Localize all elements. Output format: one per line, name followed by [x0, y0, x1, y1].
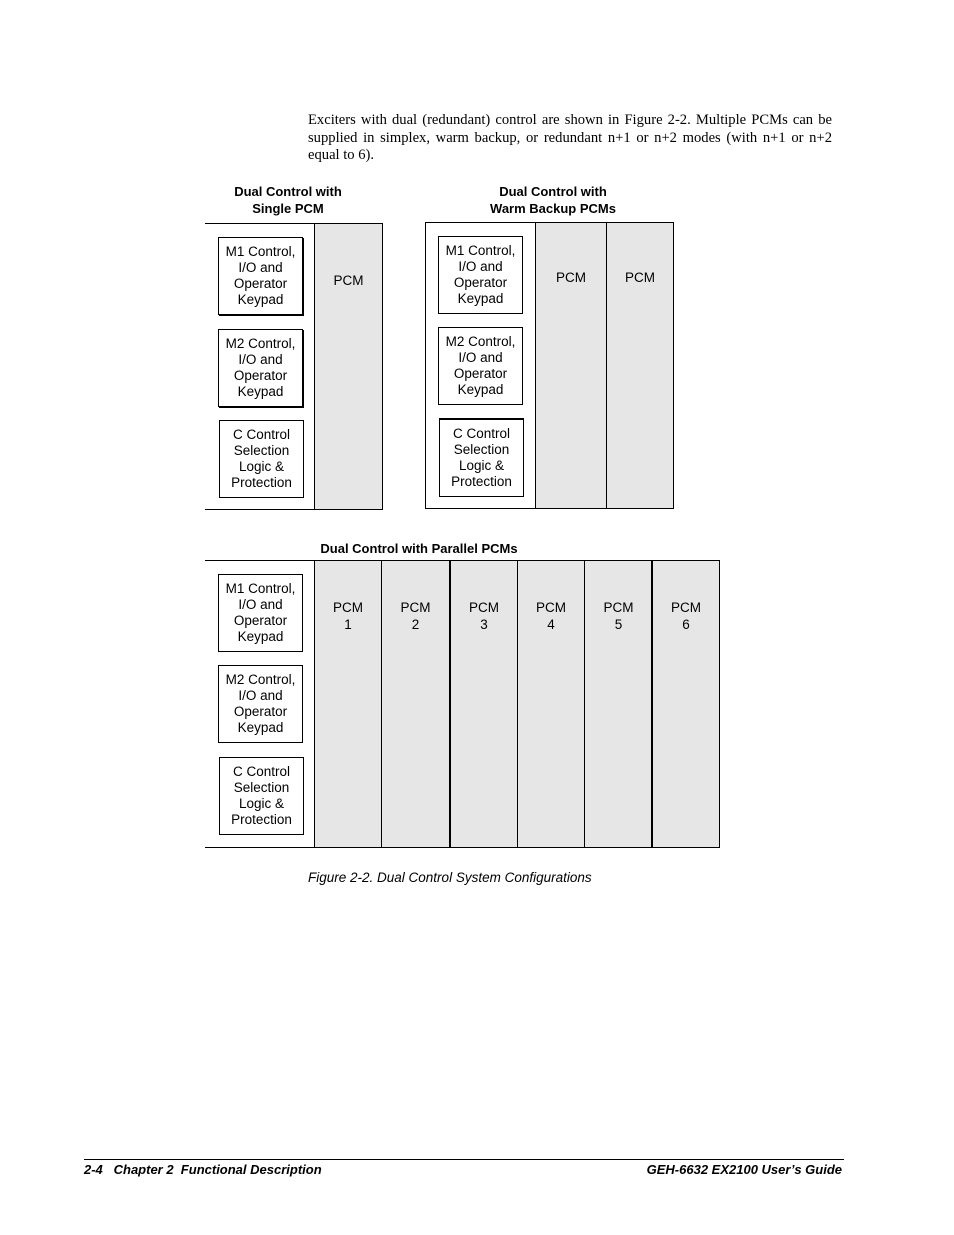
diagram1-pcm — [314, 223, 383, 510]
diagram3-pcm-4-label: PCM 4 — [536, 600, 566, 632]
diagram2-title: Dual Control with Warm Backup PCMs — [490, 184, 616, 216]
diagram3-pcm-2 — [381, 560, 450, 848]
diagram1-c-box: C Control Selection Logic & Protection — [219, 420, 304, 498]
diagram3-m2-box: M2 Control, I/O and Operator Keypad — [218, 665, 303, 743]
diagram3-pcm-3-label: PCM 3 — [469, 600, 499, 632]
diagram3-m1-box: M1 Control, I/O and Operator Keypad — [218, 574, 303, 652]
diagram3-pcm-6 — [651, 560, 720, 848]
diagram3-pcm-4 — [517, 560, 585, 848]
diagram1-pcm-label: PCM — [333, 273, 364, 288]
diagram1-bottom-rule — [205, 509, 317, 510]
diagram2-pcm-b — [606, 222, 674, 509]
diagram3-pcm-1-label: PCM 1 — [333, 600, 363, 632]
diagram2-c-box: C Control Selection Logic & Protection — [439, 418, 524, 497]
diagram1-m1-box: M1 Control, I/O and Operator Keypad — [218, 237, 303, 315]
intro-paragraph: Exciters with dual (redundant) control are shown in Figure 2-2. Multiple PCMs can be supplied in simplex, warm backup, or redundant n+1 or n+2 modes (with n+1 or n+2 equal to 6). — [308, 112, 832, 164]
diagram3-pcm-5-label: PCM 5 — [603, 600, 634, 632]
diagram1-m2-box: M2 Control, I/O and Operator Keypad — [218, 329, 303, 407]
diagram2-pcm-a — [535, 222, 607, 509]
diagram2-pcm-a-label: PCM — [556, 270, 586, 285]
diagram3-pcm-2-label: PCM 2 — [400, 600, 431, 632]
diagram3-c-box: C Control Selection Logic & Protection — [219, 757, 304, 835]
footer-rule — [84, 1159, 844, 1160]
footer-left: 2-4 Chapter 2 Functional Description — [84, 1162, 322, 1177]
diagram3-title: Dual Control with Parallel PCMs — [320, 541, 518, 556]
diagram2-pcm-b-label: PCM — [625, 270, 655, 285]
diagram3-pcm-5 — [584, 560, 653, 848]
figure-caption: Figure 2-2. Dual Control System Configurations — [308, 870, 592, 885]
diagram2-m1-box: M1 Control, I/O and Operator Keypad — [438, 236, 523, 314]
diagram3-pcm-3 — [449, 560, 518, 848]
diagram1-title: Dual Control with Single PCM — [234, 184, 342, 216]
diagram3-pcm-6-label: PCM 6 — [671, 600, 701, 632]
diagram2-m2-box: M2 Control, I/O and Operator Keypad — [438, 327, 523, 405]
diagram3-pcm-1 — [314, 560, 382, 848]
footer-right: GEH-6632 EX2100 User’s Guide — [646, 1162, 842, 1177]
